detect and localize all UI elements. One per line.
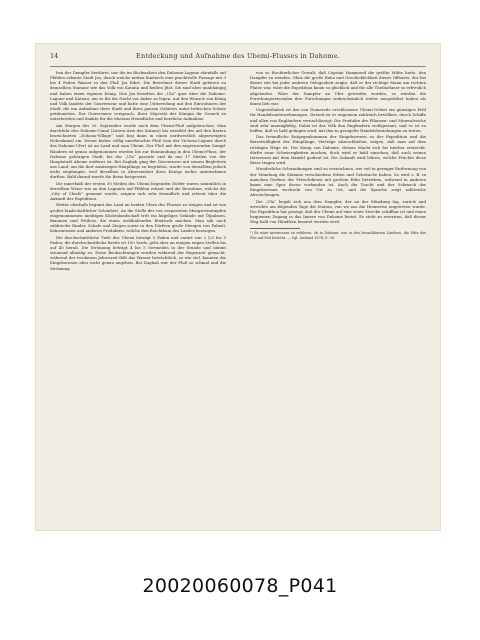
running-title: Entdeckung und Aufnahme des Ubemi-Flusses in Dahome. (136, 52, 340, 60)
page-header (50, 52, 426, 64)
paragraph: Weiter oberhalb beginnt das Land an beiden Ufern des Flusses zu steigen und ist von großer landschaftlicher Schönheit. An die Stelle der von verpesteten Mangrovesümpfen eingenommenen niedrigen Küstenlandschaft tritt ein hügeliges Gelände mit Ölpalmen, Bananen und Feldern, die einen wohlhabenden Eindruck machen. Man sah auch zahlreiche Rinder, Schafe und Ziegen sowie in den Dörfern große Mengen von Palmöl, Kokosnüssen und anderen Produkten, welche den Reichthum des Landes bezeugen. (50, 202, 226, 234)
book-page (36, 44, 440, 530)
paragraph: Die innerhalb der ersten 30 Meilen des Ubemi liegenden Dörfer waren sämmtlich in derselben Weise wie an den Lagunen auf Pfählen erbaut und die Bewohner, welche die „City of Chiefs“ genannt wurde, zeigten sich sehr freundlich und erfreut über die Ankunft der Expedition. (50, 180, 226, 202)
page-number: 14 (50, 52, 59, 60)
right-column (250, 70, 426, 240)
footnote: ¹) Es wäre interessant zu erfahren, ob in Dahome, wie in den benachbarten Ländern, die Sitte der Ehe auf Zeit besteht. — Vgl. Ausland 1874, S. 56. (250, 231, 426, 240)
footnote-rule (250, 228, 300, 229)
paragraph: Wunderliche Schwankungen sind zu verzeichnen, wie viel in geringer Entfernung von der Mündung die Stämme verschiedene Sitten und Gebräuche haben. So wird z. B. in manchen Dörfern der Fetischdienst mit großem Eifer betrieben, während in anderen kaum eine Spur davon vorhanden ist. Auch die Tracht und der Schmuck der Eingeborenen wechseln von Ort zu Ort, und die Sprache zeigt zahlreiche Abweichungen. (250, 166, 426, 198)
paragraph: ben der Dampfer berührte, nur die im Rückwalsen den Dahome-Lagune ebenfalls auf Pfählen erbaute Stadt Jsa, durch welche mitten hindurch eine prachtvolle Passage mit 3 bis 4 Faden Wasser in den Fluß Jsa führt. Die Bewohner dieser Stadt gehören zu demselben Stamme wie das Volk von Katanu und heißen Jfiot. Sie sind aber unabhängig und haben einen eigenen König. Den Jsa fesselten die „Ula“ quer über die Dahome-Lagune und Katanu, um es für die Nacht vor Anker zu legen. Auf den Wunsch von König und Volk landete der Gouverneur und hatte eine Unterredung mit den Einwohnern der Stadt, die um Aufnahme ihrer Stadt und ihres ganzen Gebietes unter britischen Schutz petitionirten. Der Gouverneur versprach, Ihrer Majestät der Königin ihr Gesuch zu unterbreiten und dankte für die überaus freundliche und herzliche Aufnahme. (50, 70, 226, 122)
paragraph: von so fürchterlicher Gewalt, daß Captain Hammond die größte Mühe hatte, den Dampfer zu wenden. Ohne die große Ruhe und Geschicklichkeit dieses Offiziers, der bei dieser wie bei jeder anderen Gelegenheit zeigte, daß er der richtige Mann am rechten Platze war, wäre die Expedition kaum so glücklich und für alle Theilnehmer so erfreulich abgelaufen. Wäre der Dampfer an Ufer geworfen worden, so würden die Forschungsreisenden ihre Forschungen wahrscheinlich weiter ausgedehnt haben als ihnen lieb war. (250, 70, 426, 106)
header-rule (50, 66, 426, 67)
paragraph: Ungewöhnlich ist das von Dumarede erschlossene Ubemi-Gebiet ein günstiges Feld für Handelsunternehmungen. Derzeit ist es ungemein zahlreich bevölkert, durch Schiffe und allen von Engländern vernachlässigt; Die Produkte der Pflanzen- und Mineralreiche sind sehr mannigfaltig. Dabei ist das Volk den Engländern wohlgesinnt, und es ist zu hoffen, daß es bald gelingen wird, mit ihm in geregelte Handelsbeziehungen zu treten. (250, 107, 426, 133)
paragraph: Am Morgen des 20. September wurde nach dem Ubemi-Fluß aufgebrochen. Man durchfuhr den Dahome-Canal (Lutera-Arm des Katanu) bis zweifeld des auf den Karten bezeichneten „Dohonu-Village“ und bog dann in einen nordwestlich abgezweigten Nebenkanal ein. Dieser bisher völlig unerforschte Fluß (von der Victoria-Lagune durch das Dahome-Ufer) ist an Land und zum Ubemi. Der Fluß mit den angrenzenden Sumpf-Rändern ist genau aufgenommen worden bis zur Einmündung in den Ubemi-Fluss, der Dahome gehörigen Stadt, bis der „Ula“ passirte und da nur 17 Meilen von der Hauptstadt Abome entfernt ist. Bei Dagbah ging der Gouverneur mit seinen Begleitern ans Land, um die dort ansässigen Häuptlinge zu begrüßen, wurde von denselben jedoch nicht empfangen, weil dieselben in Abwesenheit ihres Königs nichts unternehmen durften. Bald darauf wurde die Reise fortgesetzt. (50, 122, 226, 180)
paragraph: Die durchschnittliche Tiefe des Ubemi beträgt 3 Faden und variirt von 2 1/2 bis 5 Faden; die durchschnittliche Breite ist 100 Yards, geht aber an einigen engen Stellen bis auf 40 herab. Die Strömung beträgt 4 bis 5 Seemeilen in der Stunde und nimmt stromauf allmälig zu. Diese Beobachtungen wurden während der Regenzeit gemacht; während der trockenen Jahreszeit fällt das Wasser beträchtlich, so wie viel, konnten die Eingeborenen aber nicht genau angeben. Bei Dagbah war der Fluß so schmal und die Strömung (50, 234, 226, 271)
image-caption: 20020060078_P041 (142, 575, 338, 597)
left-column (50, 70, 226, 272)
paragraph: Die „Ula“ begab sich aus dem Dampfer, der an der Mündung lag, zurück und erreichte am folgenden Tage die Station, von wo aus die Heimreise angetreten wurde. Die Expedition hat gezeigt, daß der Ubemi auf eine weite Strecke schiffbar ist und einen bequemen Zugang in das Innere von Dahome bietet. Es steht zu erwarten, daß dieser Weg bald von Händlern benutzt werden wird. (250, 198, 426, 225)
paragraph: Das freundliche Entgegenkommen der Eingeborenen zu der Expedition und die Bereitwilligkeit der Häuptlinge, Verträge abzuschließen, zeigen, daß man auf dem richtigen Wege ist. Der König von Dahome, dessen Macht sich bis hierher erstreckt, dürfte zwar Schwierigkeiten machen, doch wird er bald einsehen, daß auch seinen Interessen mit dem Handel gedient ist. Die Zukunft wird lehren, welche Früchte diese Reise tragen wird. (250, 134, 426, 166)
